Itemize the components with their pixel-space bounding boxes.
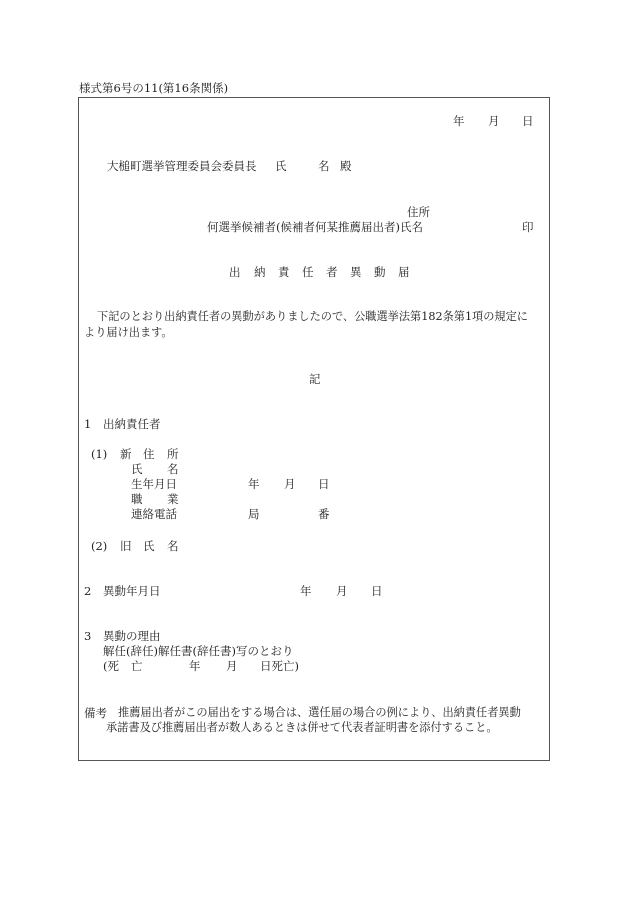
reason-death-char: 亡 (131, 659, 143, 673)
addressee-name-suffix: 名 (318, 159, 330, 173)
field-name-char: 名 (167, 462, 179, 476)
section-3-title: 異動の理由 (103, 629, 161, 643)
reason-line-1: 解任(辞任)解任書(辞任書)写のとおり (103, 644, 294, 658)
change-date-month: 月 (336, 584, 348, 598)
reason-death-month: 月 (226, 659, 238, 673)
remarks-line-2: 承諾書及び推薦届出者が数人あるときは併せて代表者証明書を添付すること。 (106, 721, 498, 734)
section-1-number: 1 (84, 417, 92, 431)
sub-2-number: (2) (91, 539, 108, 553)
remarks-line-1: 推薦届出者がこの届出をする場合は、選任届の場合の例により、出納責任者異動 (118, 706, 521, 719)
change-date-day: 日 (371, 584, 383, 598)
form-number-label: 様式第6号の11(第16条関係) (79, 81, 229, 95)
field-name-char: 氏 (131, 462, 143, 476)
reason-death-year: 年 (189, 659, 201, 673)
section-1-title: 出納責任者 (103, 417, 161, 431)
field-new-address-char: 新 (120, 447, 132, 461)
addressee-title: 大槌町選挙管理委員会委員長 (107, 159, 257, 173)
field-birthdate-label: 生年月日 (131, 477, 177, 491)
addressee-name-prefix: 氏 (275, 159, 287, 173)
section-2-title: 異動年月日 (103, 584, 161, 598)
phone-number: 番 (318, 507, 330, 521)
intro-line-2: より届け出ます。 (84, 326, 173, 339)
change-date-year: 年 (300, 584, 312, 598)
field-occupation-char: 業 (167, 492, 179, 506)
field-new-address-char: 住 (143, 447, 155, 461)
title-char: 動 (374, 265, 386, 279)
section-3-number: 3 (84, 629, 92, 643)
title-char: 責 (278, 265, 290, 279)
phone-exchange: 局 (248, 507, 260, 521)
title-char: 異 (350, 265, 362, 279)
section-2-number: 2 (84, 584, 92, 598)
intro-line-1: 下記のとおり出納責任者の異動がありましたので、公職選挙法第182条第1項の規定に (97, 310, 528, 323)
title-char: 任 (302, 265, 314, 279)
field-phone-label: 連絡電話 (131, 507, 177, 521)
birthdate-day: 日 (318, 477, 330, 491)
date-day: 日 (522, 114, 534, 128)
submitter-role-label: 何選挙候補者(候補者何某推薦届出者)氏名 (207, 220, 423, 234)
submitter-address-label: 住所 (407, 205, 430, 219)
birthdate-year: 年 (248, 477, 260, 491)
title-char: 納 (254, 265, 266, 279)
date-month: 月 (488, 114, 500, 128)
sub-1-number: (1) (91, 447, 108, 461)
field-old-name-char: 名 (167, 539, 179, 553)
date-year: 年 (453, 114, 465, 128)
reason-death-open: (死 (103, 659, 119, 673)
field-new-address-char: 所 (167, 447, 179, 461)
birthdate-month: 月 (284, 477, 296, 491)
field-old-name-char: 旧 (120, 539, 132, 553)
title-char: 届 (398, 265, 410, 279)
ki-heading: 記 (309, 372, 321, 386)
addressee-honorific: 殿 (340, 159, 352, 173)
reason-death-close: 日死亡) (260, 659, 299, 673)
seal-mark: 印 (522, 220, 534, 234)
field-occupation-char: 職 (131, 492, 143, 506)
field-old-name-char: 氏 (143, 539, 155, 553)
title-char: 者 (326, 265, 338, 279)
title-char: 出 (229, 265, 241, 279)
remarks-label: 備考 (84, 706, 107, 720)
